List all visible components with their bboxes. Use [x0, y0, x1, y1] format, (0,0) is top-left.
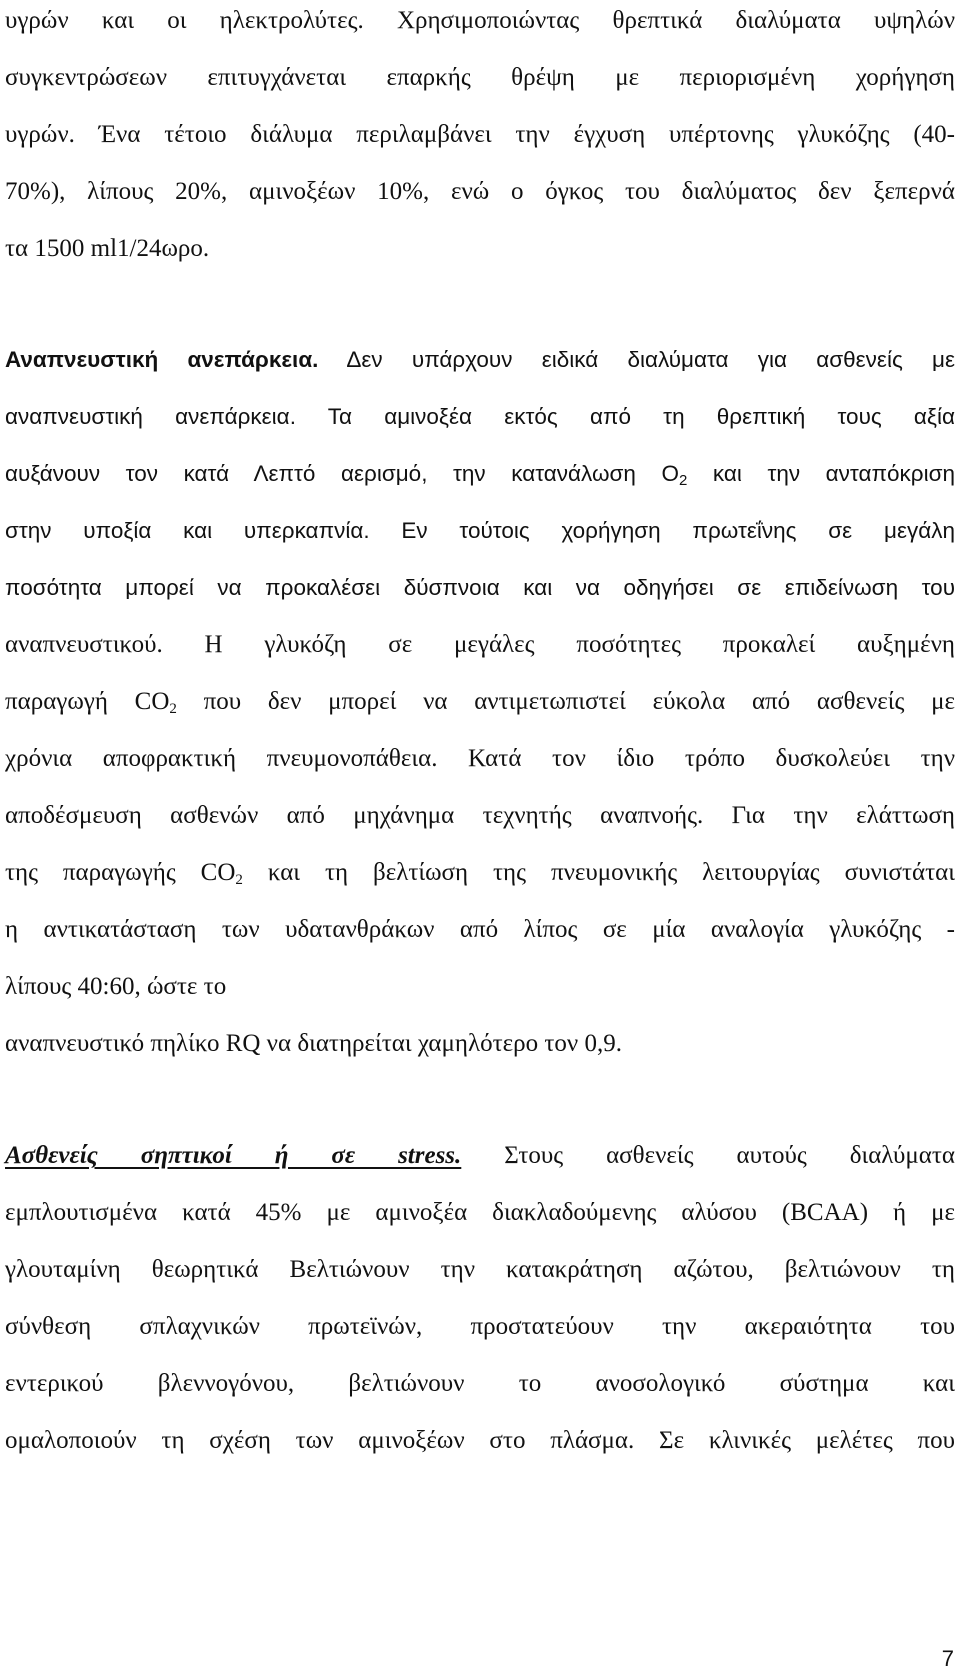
paragraph-2-line-3-text-a: αυξάνουν τον κατά Λεπτό αερισμό, την κατανάλωση O: [5, 461, 679, 486]
respiratory-failure-heading: Αναπνευστική ανεπάρκεια.: [5, 347, 319, 372]
paragraph-1-line-4: 70%), λίπους 20%, αμινοξέων 10%, ενώ ο όγκος του διαλύματος δεν ξεπερνά: [5, 178, 955, 205]
septic-stress-heading: Ασθενείς σηπτικοί ή σε stress.: [5, 1142, 462, 1169]
paragraph-2-line-3-text-b: και την ανταπόκριση: [687, 461, 955, 486]
paragraph-2-line-13: αναπνευστικό πηλίκο RQ να διατηρείται χαμηλότερο τον 0,9.: [5, 1030, 622, 1057]
paragraph-2-line-10-text-a: της παραγωγής CO: [5, 859, 236, 886]
paragraph-2-line-10: [5, 858, 955, 888]
paragraph-2-line-8: χρόνια αποφρακτική πνευμονοπάθεια. Κατά τον ίδιο τρόπο δυσκολεύει την: [5, 745, 955, 772]
paragraph-2-line-4: στην υποξία και υπερκαπνία. Εν τούτοις χορήγηση πρωτεΐνης σε μεγάλη: [5, 518, 955, 543]
paragraph-3-line-3: γλουταμίνη θεωρητικά Βελτιώνουν την κατακράτηση αζώτου, βελτιώνουν τη: [5, 1256, 955, 1283]
paragraph-2-line-11: η αντικατάσταση των υδατανθράκων από λίπος σε μία αναλογία γλυκόζης -: [5, 916, 955, 943]
paragraph-2-line-7-text-a: παραγωγή CO: [5, 688, 170, 715]
paragraph-1-line-3: υγρών. Ένα τέτοιο διάλυμα περιλαμβάνει την έγχυση υπέρτονης γλυκόζης (40-: [5, 121, 955, 148]
paragraph-2-line-6: αναπνευστικού. Η γλυκόζη σε μεγάλες ποσότητες προκαλεί αυξημένη: [5, 631, 955, 658]
paragraph-2-line-9: αποδέσμευση ασθενών από μηχάνημα τεχνητής αναπνοής. Για την ελάττωση: [5, 802, 955, 829]
paragraph-3-line-1-text: Στους ασθενείς αυτούς διαλύματα: [461, 1142, 955, 1169]
paragraph-3-line-1: [5, 1141, 955, 1171]
oxygen-subscript: 2: [679, 472, 688, 489]
paragraph-2-line-10-text-b: και τη βελτίωση της πνευμονικής λειτουργίας συνιστάται: [242, 859, 955, 886]
paragraph-1-line-5: τα 1500 ml1/24ωρο.: [5, 235, 210, 262]
paragraph-2-line-3: [5, 459, 955, 489]
page-number: 7: [941, 1646, 954, 1671]
paragraph-2-line-1: [5, 345, 955, 375]
paragraph-2-line-2: αναπνευστική ανεπάρκεια. Τα αμινοξέα εκτός από τη θρεπτική τους αξία: [5, 404, 955, 429]
paragraph-1-line-2: συγκεντρώσεων επιτυγχάνεται επαρκής θρέψη με περιορισμένη χορήγηση: [5, 64, 955, 91]
paragraph-2-line-1-text: Δεν υπάρχουν ειδικά διαλύματα για ασθενείς με: [318, 347, 955, 372]
paragraph-2-line-7-text-b: που δεν μπορεί να αντιμετωπιστεί εύκολα από ασθενείς με: [176, 688, 955, 715]
paragraph-3-line-2: εμπλουτισμένα κατά 45% με αμινοξέα διακλαδούμενης αλύσου (BCAA) ή με: [5, 1199, 955, 1226]
paragraph-1-line-1: υγρών και οι ηλεκτρολύτες. Χρησιμοποιώντας θρεπτικά διαλύματα υψηλών: [5, 7, 955, 34]
co2-subscript: 2: [169, 701, 177, 717]
paragraph-3-line-5: εντερικού βλεννογόνου, βελτιώνουν το ανοσολογικό σύστημα και: [5, 1370, 955, 1397]
paragraph-2-line-7: [5, 687, 955, 717]
paragraph-3-line-4: σύνθεση σπλαχνικών πρωτεϊνών, προστατεύουν την ακεραιότητα του: [5, 1313, 955, 1340]
co2-subscript: 2: [235, 872, 243, 888]
paragraph-2-line-12: λίπους 40:60, ώστε το: [5, 973, 227, 1000]
paragraph-2-line-5: ποσότητα μπορεί να προκαλέσει δύσπνοια και να οδηγήσει σε επιδείνωση του: [5, 575, 955, 600]
paragraph-3-line-6: ομαλοποιούν τη σχέση των αμινοξέων στο πλάσμα. Σε κλινικές μελέτες που: [5, 1427, 955, 1454]
